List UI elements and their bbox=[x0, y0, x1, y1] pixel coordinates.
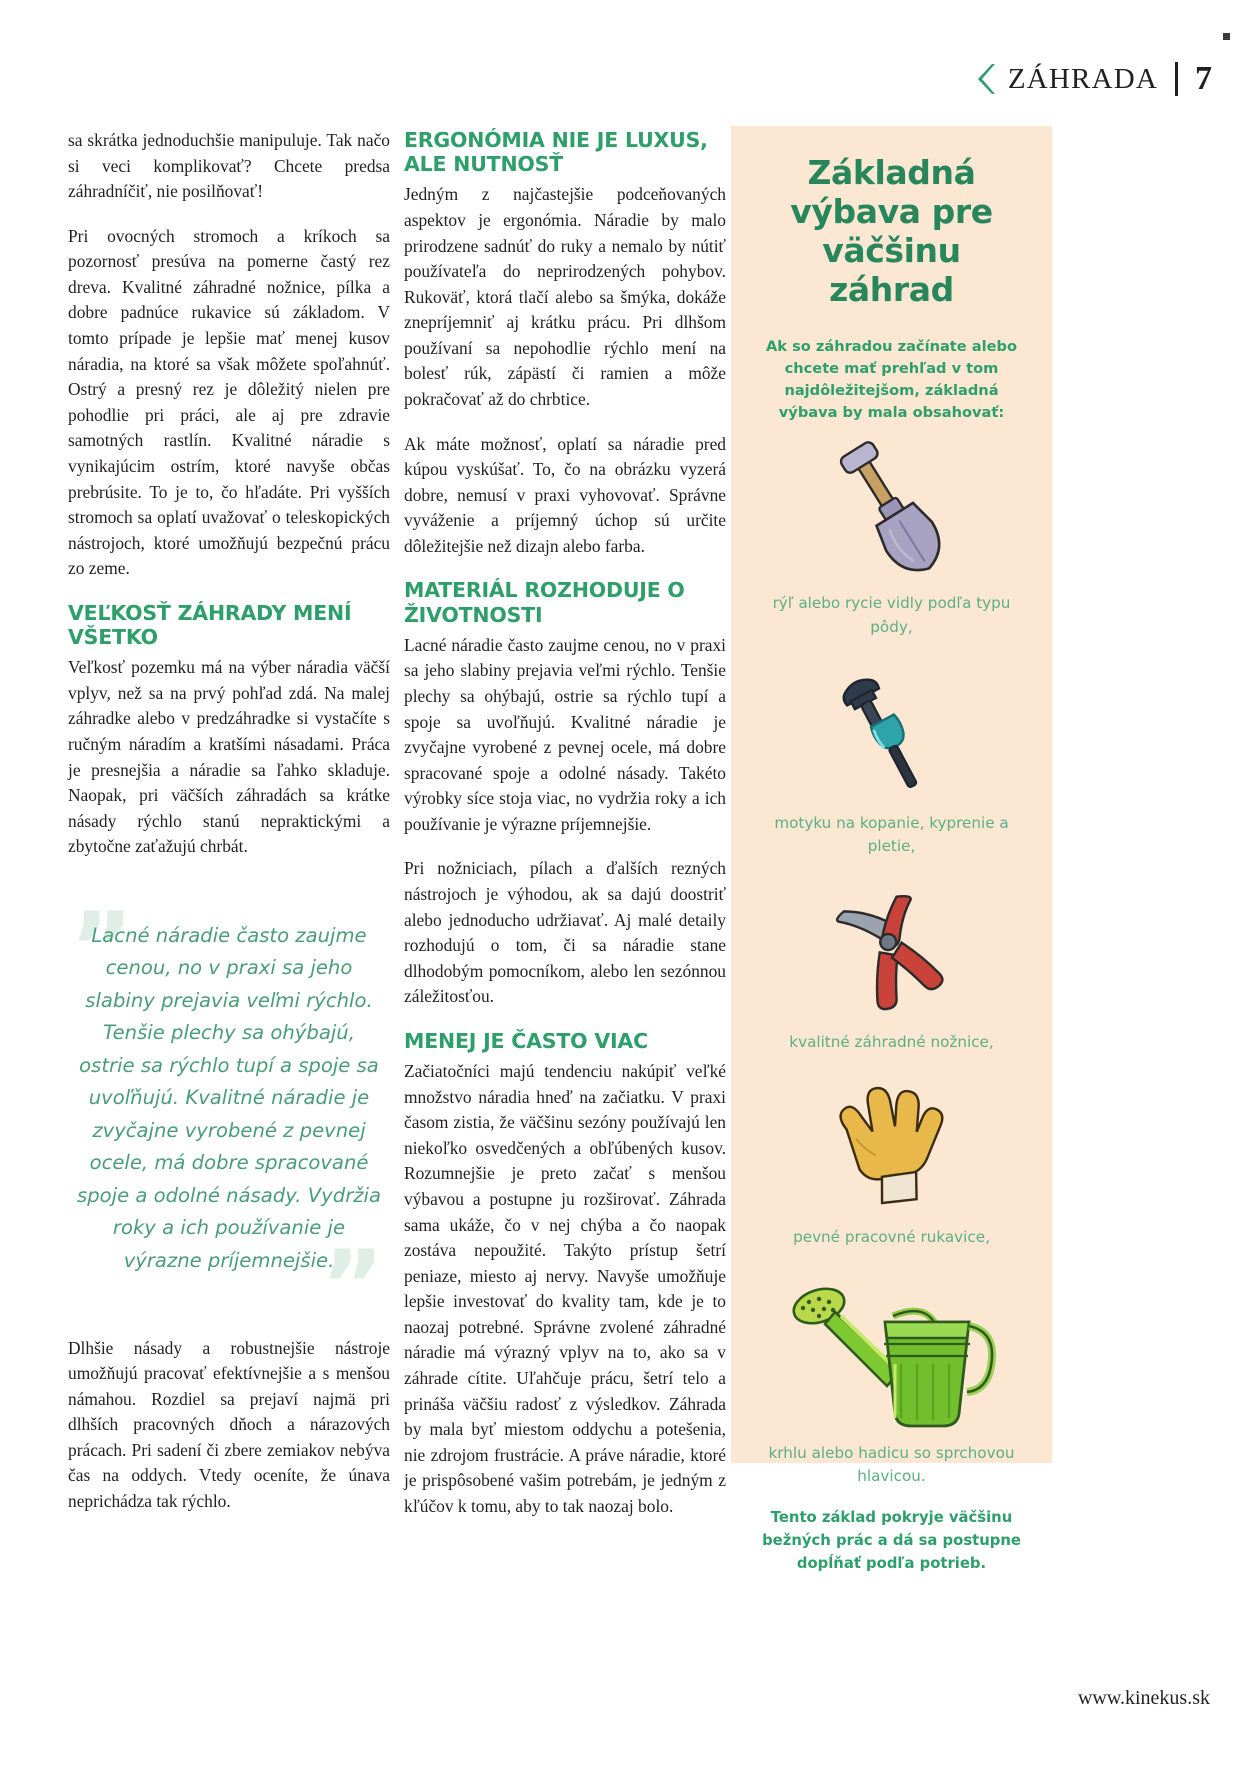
shovel-icon bbox=[755, 434, 1028, 584]
section-heading-material: MATERIÁL ROZHODUJE O ŽIVOTNOSTI bbox=[404, 578, 685, 627]
section-heading-ergonomia: ERGONÓMIA NIE JE LUXUS, ALE NUTNOSŤ bbox=[404, 128, 708, 177]
sidebar-intro: Ak so záhradou začínate alebo chcete mať prehľad v tom najdôležitejšom, základná výbava by mala obsahovať: bbox=[765, 337, 1017, 422]
sidebar-item-shears bbox=[755, 873, 1028, 1055]
gloves-icon bbox=[755, 1068, 1028, 1218]
sidebar-panel bbox=[731, 126, 1052, 1572]
paragraph: Pri ovocných stromoch a kríkoch sa pozornosť presúva na pomerne častý rez dreva. Kvalitné záhradné nožnice, pílka a dobre padnúce rukavice sú základom. V tomto prípade je lepšie mať menej kusov náradia, na ktoré sa však môžete spoľahnúť. Ostrý a presný rez je dôležitý nielen pre pohodlie pri práci, ale aj pre zdravie samotných rastlín. Kvalitné náradie s vynikajúcim ostrím, ktoré navyše občas prebrúsite. To je to, čo hľadáte. Pri vyšších stromoch sa oplatí uvažovať o teleskopických nástrojoch, ktoré umožňujú bezpečnú prácu zo zeme. bbox=[68, 225, 390, 579]
section-heading-menej: MENEJ JE ČASTO VIAC bbox=[404, 1028, 648, 1053]
crop-mark-icon bbox=[1212, 22, 1230, 40]
sidebar-item-gloves bbox=[755, 1068, 1028, 1250]
paragraph: Začiatočníci majú tendenciu nakúpiť veľké množstvo náradia hneď na začiatku. V praxi časom zistia, že väčšinu sezóny používajú len niekoľko osvedčených a obľúbených kusov. Rozumnejšie je preto začať s menšou výbavou a postupne ju rozširovať. Záhrada sama ukáže, čo v nej chýba a čo naopak zostáva nepoužité. Takýto prístup šetrí peniaze, miesto aj nervy. Navyše umožňuje lepšie investovať do kvality tam, kde je to naozaj potrebné. Správne zvolené záhradné náradie má výrazný vplyv na to, ako sa v záhrade cítite. Uľahčuje prácu, šetrí telo a prináša väčšiu radosť z výsledkov. Záhrada by mala byť miestom oddychu a potešenia, nie zdrojom frustrácie. A práve náradie, ktoré je prispôsobené vašim potrebám, je jedným z kľúčov k tomu, aby to tak naozaj bolo. bbox=[404, 1061, 726, 1516]
paragraph: sa skrátka jednoduchšie manipuluje. Tak načo si veci komplikovať? Chcete predsa záhradníčiť, nie posilňovať! bbox=[68, 130, 390, 202]
sidebar-outro: Tento základ pokryje väčšinu bežných prác a dá sa postupne dopĺňať podľa potrieb. bbox=[762, 1508, 1021, 1572]
header-divider bbox=[1175, 62, 1178, 96]
paragraph: Dlhšie násady a robustnejšie nástroje umožňujú pracovať efektívnejšie a s menšou námahou. Rozdiel sa prejaví najmä pri dlhších pracovných dňoch a nárazových prácach. Pri sadení či zbere zemiakov nebýva čas na oddych. Vtedy oceníte, že únava neprichádza tak rýchlo. bbox=[68, 1337, 390, 1511]
quote-close-icon: ” bbox=[320, 1229, 384, 1342]
sidebar-item-hoe bbox=[755, 654, 1028, 859]
paragraph: Pri nožniciach, pílach a ďalších rezných nástrojoch je výhodou, ak sa dajú doostriť alebo jednoducho udržiavať. Aj malé detaily rozhodujú o tom, či sa náradie stane dlhodobým pomocníkom, alebo len sezónnou záležitosťou. bbox=[404, 858, 726, 1007]
quote-open-icon: ” bbox=[70, 891, 134, 1004]
pull-quote-text: Lacné náradie často zaujme cenou, no v praxi sa jeho slabiny prejavia veľmi rýchlo. Tenšie plechy sa ohýbajú, ostrie sa rýchlo tupí a spoje sa uvoľňujú. Kvalitné náradie je zvyčajne vyrobené z pevnej ocele, má dobre spracované spoje a odolné násady. Vydržia roky a ich používanie je výrazne príjemnejšie. bbox=[77, 923, 381, 1272]
paragraph: Veľkosť pozemku má na výber náradia väčší vplyv, než sa na prvý pohľad zdá. Na malej záhradke alebo v predzáhradke si vystačíte s ručným náradím a kratšími násadami. Práca je presnejšia a náradie sa ľahko skladuje. Naopak, pri väčších záhradách sa krátke násady rýchlo stanú nepraktickými a zbytočne zaťažujú chrbát. bbox=[68, 657, 390, 857]
text-column-one bbox=[68, 128, 390, 1534]
page-number: 7 bbox=[1195, 60, 1212, 97]
pruning-shears-icon bbox=[755, 873, 1028, 1023]
sidebar-caption: motyku na kopanie, kyprenie a pletie, bbox=[774, 813, 1009, 856]
watering-can-icon bbox=[755, 1264, 1028, 1434]
hoe-icon bbox=[755, 654, 1028, 804]
chevron-left-icon[interactable] bbox=[975, 64, 995, 94]
sidebar-caption: krhlu alebo hadicu so sprchovou hlavicou. bbox=[768, 1443, 1015, 1486]
sidebar-caption: kvalitné záhradné nožnice, bbox=[789, 1032, 994, 1051]
sidebar-item-watering-can bbox=[755, 1264, 1028, 1489]
section-heading-velkost: VEĽKOSŤ ZÁHRADY MENÍ VŠETKO bbox=[68, 600, 352, 650]
text-column-two bbox=[404, 128, 726, 1520]
paragraph: Lacné náradie často zaujme cenou, no v praxi sa jeho slabiny prejavia veľmi rýchlo. Tenšie plechy sa ohýbajú, ostrie sa rýchlo tupí a spoje sa uvoľňujú. Kvalitné náradie je zvyčajne vyrobené z pevnej ocele, má dobre spracované spoje a odolné násady. Takéto výrobky síce stoja viac, no vydržia roky a ich používanie je výrazne príjemnejšie. bbox=[404, 634, 726, 834]
sidebar-title: Základná výbava pre väčšinu záhrad bbox=[790, 153, 993, 309]
paragraph: Ak máte možnosť, oplatí sa náradie pred kúpou vyskúšať. To, čo na obrázku vyzerá dobre, nemusí v praxi vyhovovať. Správne vyváženie a príjemný úchop sú určite dôležitejšie než dizajn alebo farba. bbox=[404, 433, 726, 556]
page-title: ZÁHRADA bbox=[1007, 62, 1158, 95]
page-header bbox=[975, 60, 1212, 98]
sidebar-item-shovel bbox=[755, 434, 1028, 639]
sidebar-caption: pevné pracovné rukavice, bbox=[793, 1228, 990, 1247]
pull-quote bbox=[68, 891, 390, 1342]
paragraph: Jedným z najčastejšie podceňovaných aspektov je ergonómia. Náradie by malo prirodzene sadnúť do ruky a nemalo by nútiť používateľa do neprirodzených pohybov. Rukoväť, ktorá tlačí alebo sa šmýka, dokáže znepríjemniť aj krátku prácu. Pri dlhšom používaní sa nepohodlie rýchlo mení na bolesť rúk, zápästí či ramien a môže pokračovať až do chrbtice. bbox=[404, 184, 726, 409]
footer-website[interactable]: www.kinekus.sk bbox=[1077, 1687, 1210, 1709]
sidebar-caption: rýľ alebo rycie vidly podľa typu pôdy, bbox=[772, 594, 1011, 636]
